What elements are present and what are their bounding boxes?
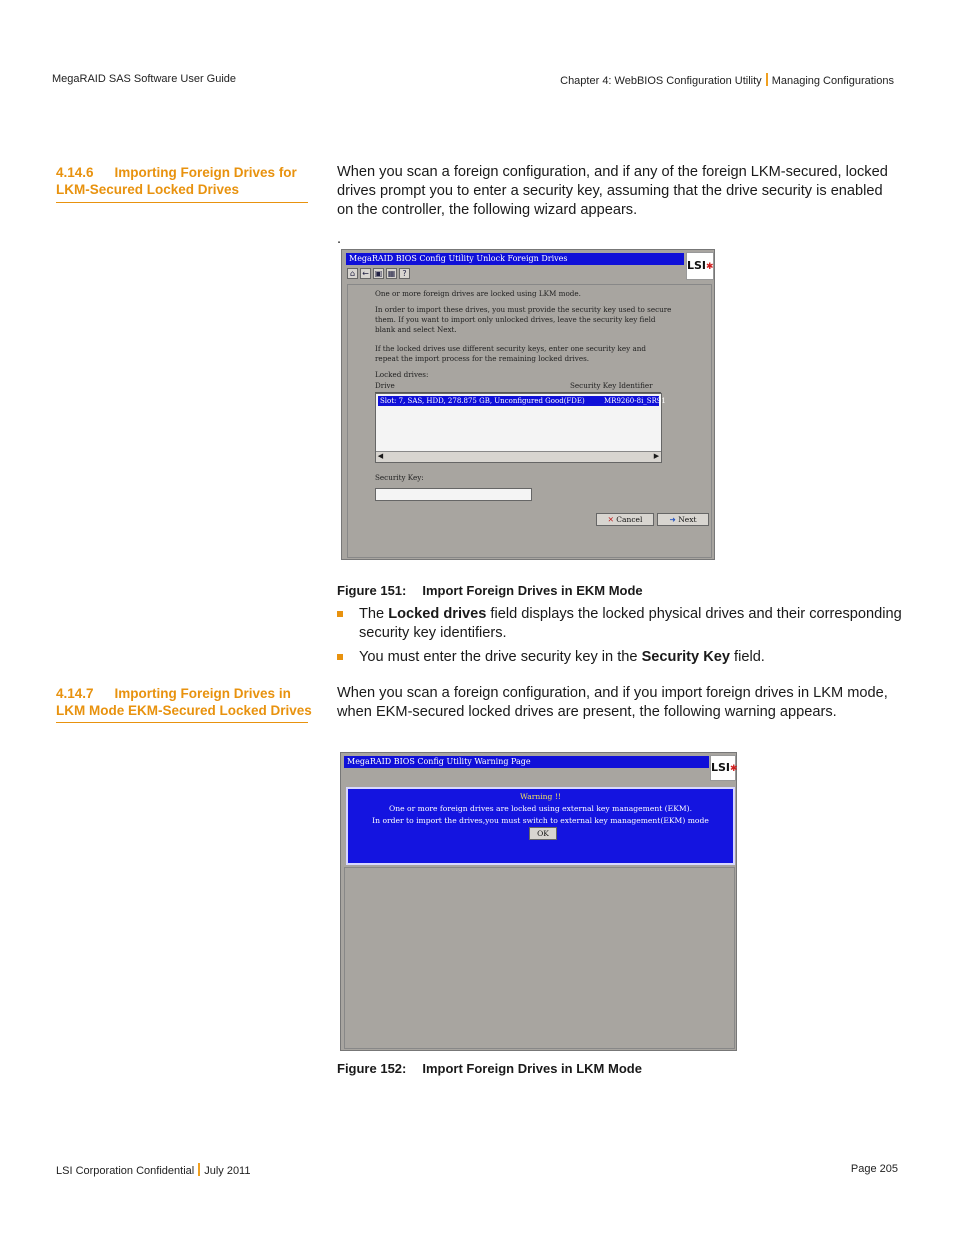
- header-section: Managing Configurations: [771, 75, 894, 87]
- next-arrow-icon: ➜: [669, 515, 676, 524]
- para-line: drives prompt you to enter a security key, assuming that the drive security is enabled: [337, 183, 883, 199]
- security-key-label: Security Key:: [375, 473, 424, 482]
- section-title-line1: Importing Foreign Drives for: [114, 165, 297, 180]
- section-rule: [56, 202, 308, 203]
- column-security-key-identifier: Security Key Identifier: [570, 381, 653, 390]
- bullet-marker: [337, 654, 343, 660]
- help-icon[interactable]: ?: [399, 268, 410, 279]
- locked-drives-label: Locked drives:: [375, 370, 429, 379]
- logo-text: LSI: [687, 259, 707, 272]
- scroll-left-icon[interactable]: ◀: [377, 452, 384, 460]
- bullet-text: The: [359, 606, 389, 622]
- footer-divider: [198, 1163, 200, 1176]
- page-number: Page 205: [850, 1163, 898, 1175]
- section-title-line1: Importing Foreign Drives in: [114, 686, 291, 701]
- stray-period: .: [337, 231, 342, 247]
- caption-text: Import Foreign Drives in LKM Mode: [422, 1061, 642, 1076]
- warning-title: Warning !!: [520, 792, 561, 801]
- section-number: 4.14.6: [56, 165, 94, 180]
- caption-number: Figure 151:: [337, 583, 407, 598]
- security-key-input[interactable]: [375, 488, 532, 501]
- message-instructions-2: them. If you want to import only unlocked drives, leave the security key field: [375, 315, 656, 324]
- section-paragraph: [337, 163, 907, 220]
- lsi-logo: LSI✱: [710, 755, 736, 781]
- bios-warning-page-screen: [340, 752, 737, 1051]
- next-button[interactable]: [657, 513, 709, 526]
- bullet-text: field displays the locked physical drives and their corresponding: [486, 606, 902, 622]
- next-label: Next: [678, 515, 697, 524]
- warning-line-switch: In order to import the drives,you must switch to external key management(EKM) mode: [372, 816, 709, 825]
- section-title-line2: LKM-Secured Locked Drives: [56, 182, 240, 197]
- cancel-x-icon: ✕: [607, 515, 614, 524]
- section-heading-4-14-7: [56, 685, 316, 719]
- home-icon[interactable]: ⌂: [347, 268, 358, 279]
- header-divider: [766, 73, 768, 86]
- column-drive: Drive: [375, 381, 395, 390]
- horizontal-scrollbar[interactable]: [376, 451, 661, 462]
- para-line: When you scan a foreign configuration, and if any of the foreign LKM-secured, locked: [337, 164, 888, 180]
- locked-drives-list[interactable]: [375, 393, 666, 463]
- caption-text: Import Foreign Drives in EKM Mode: [422, 583, 643, 598]
- message-multiple-keys-1: If the locked drives use different security keys, enter one security key and: [375, 344, 646, 353]
- warning-body-area: [344, 867, 735, 1049]
- footer-date: July 2011: [204, 1165, 251, 1177]
- message-multiple-keys-2: repeat the import process for the remaining locked drives.: [375, 354, 590, 363]
- message-lkm-locked: One or more foreign drives are locked using LKM mode.: [375, 289, 581, 298]
- scan-icon[interactable]: ▣: [374, 269, 383, 278]
- header-chapter: Chapter 4: WebBIOS Configuration Utility: [560, 75, 762, 87]
- warning-panel: [346, 787, 735, 865]
- config-icon[interactable]: ▦: [387, 269, 396, 278]
- figure-152-caption: [337, 1061, 642, 1076]
- section-number: 4.14.7: [56, 686, 94, 701]
- drive-key-identifier: MR9260-8i_SR91: [604, 397, 666, 405]
- section-heading-4-14-6: [56, 164, 311, 198]
- bios-title-bar: MegaRAID BIOS Config Utility Warning Page: [344, 756, 709, 768]
- message-instructions-3: blank and select Next.: [375, 325, 457, 334]
- back-arrow-icon[interactable]: ←: [360, 268, 371, 279]
- bullet-marker: [337, 611, 343, 617]
- bullet-text: You must enter the drive security key in the: [359, 649, 642, 665]
- cancel-button[interactable]: [596, 513, 654, 526]
- lsi-logo: LSI✱: [686, 252, 714, 280]
- running-header-title: MegaRAID SAS Software User Guide: [52, 73, 237, 85]
- section-rule: [56, 722, 308, 723]
- locked-drive-row[interactable]: [378, 396, 666, 406]
- section-title-line2: LKM Mode EKM-Secured Locked Drives: [56, 703, 312, 718]
- bullet-security-key: [359, 648, 919, 667]
- cancel-label: Cancel: [616, 515, 643, 524]
- logo-text: LSI: [711, 761, 731, 774]
- bios-title-bar: MegaRAID BIOS Config Utility Unlock Foreign Drives: [346, 253, 684, 265]
- figure-151-caption: [337, 583, 643, 598]
- para-line: on the controller, the following wizard appears.: [337, 202, 638, 218]
- bullet-text-line2: security key identifiers.: [359, 625, 507, 641]
- warning-line-ekm: One or more foreign drives are locked using external key management (EKM).: [388, 804, 693, 813]
- caption-number: Figure 152:: [337, 1061, 407, 1076]
- footer-left: [56, 1163, 250, 1177]
- bullet-bold: Locked drives: [388, 606, 487, 622]
- para-line: when EKM-secured locked drives are present, the following warning appears.: [337, 704, 837, 720]
- section-paragraph: [337, 684, 907, 722]
- bullet-locked-drives: [359, 605, 919, 643]
- bullet-bold: Security Key: [641, 649, 730, 665]
- message-instructions-1: In order to import these drives, you must provide the security key used to secure: [375, 305, 672, 314]
- bullet-text: field.: [729, 649, 765, 665]
- bios-unlock-foreign-drives-screen: [341, 249, 715, 560]
- wizard-panel: [347, 284, 712, 558]
- footer-company: LSI Corporation Confidential: [56, 1165, 195, 1177]
- drive-description: Slot: 7, SAS, HDD, 278.875 GB, Unconfigured Good(FDE): [380, 397, 585, 405]
- locked-drives-header: [375, 381, 661, 393]
- para-line: When you scan a foreign configuration, and if you import foreign drives in LKM mode,: [337, 685, 888, 701]
- scroll-right-icon[interactable]: ▶: [653, 452, 660, 460]
- running-header-chapter: [560, 73, 894, 87]
- ok-button[interactable]: OK: [529, 827, 557, 840]
